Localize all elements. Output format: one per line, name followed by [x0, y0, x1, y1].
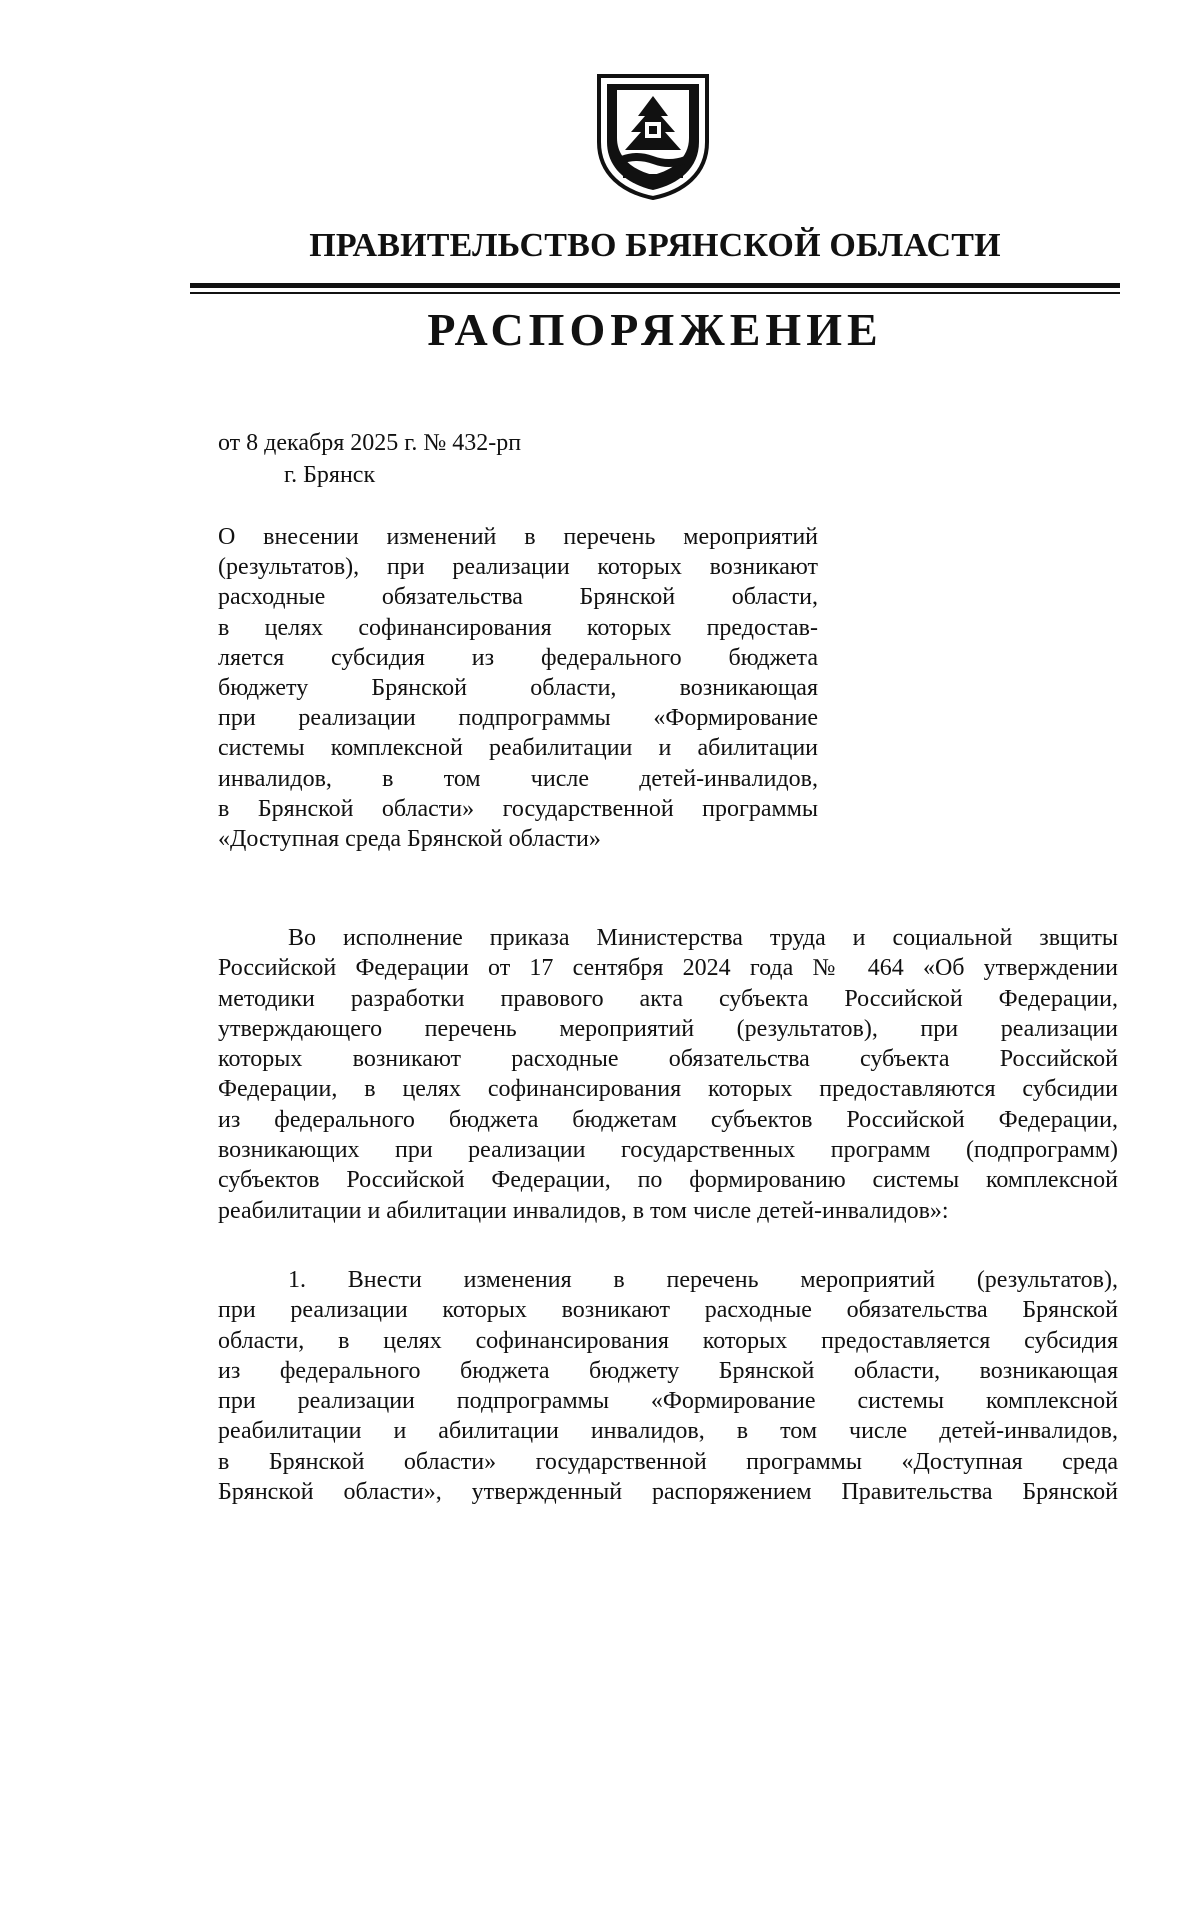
- coat-of-arms-emblem: [593, 70, 713, 202]
- subject-line: ляется субсидия из федерального бюджета: [218, 644, 818, 671]
- paragraph-line: Федерации, в целях софинансирования которых предоставляются субсидии: [218, 1076, 1118, 1103]
- document-city: г. Брянск: [284, 462, 376, 488]
- paragraph-line: утверждающего перечень мероприятий (результатов), при реализации: [218, 1015, 1118, 1042]
- document-subject: [218, 522, 818, 854]
- paragraph-line: из федерального бюджета бюджету Брянской области, возникающая: [218, 1357, 1118, 1384]
- paragraph-line: возникающих при реализации государственных программ (подпрограмм): [218, 1137, 1118, 1164]
- paragraph-line: при реализации которых возникают расходные обязательства Брянской: [218, 1297, 1118, 1324]
- paragraph-line: при реализации подпрограммы «Формирование системы комплексной: [218, 1388, 1118, 1415]
- paragraph-line: области, в целях софинансирования которых предоставляется субсидия: [218, 1327, 1118, 1354]
- header-rule-thick: [190, 283, 1120, 288]
- paragraph-line: реабилитации и абилитации инвалидов, в том числе детей-инвалидов»:: [218, 1197, 949, 1224]
- paragraph-line: в Брянской области» государственной программы «Доступная среда: [218, 1448, 1118, 1475]
- paragraph-line: Брянской области», утвержденный распоряжением Правительства Брянской: [218, 1479, 1118, 1506]
- paragraph-line: субъектов Российской Федерации, по формированию системы комплексной: [218, 1167, 1118, 1194]
- header-rule-thin: [190, 292, 1120, 294]
- subject-line: «Доступная среда Брянской области»: [218, 826, 601, 853]
- paragraph-line: которых возникают расходные обязательства субъекта Российской: [218, 1046, 1118, 1073]
- document-date-number: от 8 декабря 2025 г. № 432-рп: [218, 430, 522, 456]
- clause-1-paragraph: [218, 1265, 1118, 1507]
- paragraph-line: Российской Федерации от 17 сентября 2024 года № 464 «Об утверждении: [218, 955, 1118, 982]
- organization-title: ПРАВИТЕЛЬСТВО БРЯНСКОЙ ОБЛАСТИ: [309, 227, 1001, 264]
- subject-line: инвалидов, в том числе детей-инвалидов,: [218, 765, 818, 792]
- subject-line: (результатов), при реализации которых возникают: [218, 554, 818, 581]
- subject-line: О внесении изменений в перечень мероприятий: [218, 524, 818, 550]
- paragraph-line: Во исполнение приказа Министерства труда и социальной звщиты: [288, 925, 1118, 951]
- subject-line: системы комплексной реабилитации и абилитации: [218, 735, 818, 762]
- subject-line: в Брянской области» государственной программы: [218, 795, 818, 822]
- subject-line: при реализации подпрограммы «Формирование: [218, 705, 818, 732]
- paragraph-line: из федерального бюджета бюджетам субъектов Российской Федерации,: [218, 1106, 1118, 1133]
- subject-line: бюджету Брянской области, возникающая: [218, 675, 818, 702]
- paragraph-line: 1. Внести изменения в перечень мероприятий (результатов),: [288, 1267, 1118, 1293]
- paragraph-line: методики разработки правового акта субъекта Российской Федерации,: [218, 985, 1118, 1012]
- subject-line: в целях софинансирования которых предостав-: [218, 614, 818, 641]
- subject-line: расходные обязательства Брянской области,: [218, 584, 818, 611]
- document-type-heading: РАСПОРЯЖЕНИЕ: [427, 304, 883, 355]
- paragraph-line: реабилитации и абилитации инвалидов, в том числе детей-инвалидов,: [218, 1418, 1118, 1445]
- preamble-paragraph: [218, 923, 1118, 1226]
